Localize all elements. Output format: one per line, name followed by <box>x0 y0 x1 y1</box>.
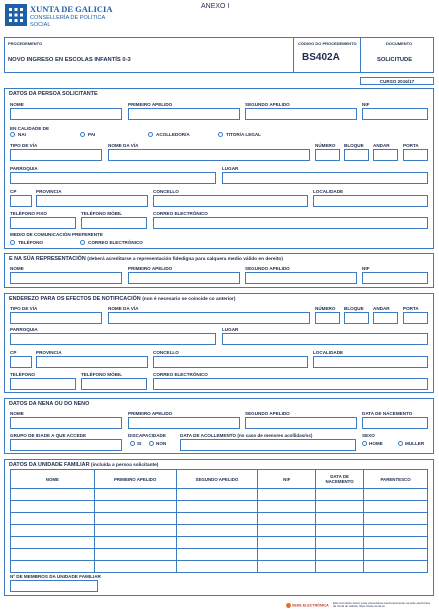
contact-radio-email[interactable] <box>80 240 85 245</box>
rep-surname2-label: SEGUNDO APELIDO <box>245 266 290 271</box>
rep-nif-label: NIF <box>362 266 370 271</box>
family-cell[interactable] <box>316 513 364 525</box>
document-label: DOCUMENTO <box>386 41 413 46</box>
contact-option-phone: TELÉFONO <box>18 240 44 245</box>
capacity-option-nai: NAI <box>18 132 26 137</box>
capacity-radio-titor[interactable] <box>218 132 223 137</box>
applicant-surname2-input[interactable] <box>245 108 357 120</box>
family-col-name: NOME <box>11 470 95 489</box>
notif-door-label: PORTA <box>403 306 419 311</box>
child-surname1-label: PRIMEIRO APELIDO <box>128 411 173 416</box>
course-badge: CURSO 2016/17 <box>360 77 434 85</box>
notif-door-input[interactable] <box>403 312 428 324</box>
family-col-birthdate: DATA DE NACEMENTO <box>316 470 364 489</box>
notif-street-type-label: TIPO DE VÍA <box>10 306 38 311</box>
applicant-nif-input[interactable] <box>362 108 428 120</box>
procedure-value: NOVO INGRESO EN ESCOLAS INFANTÍS 0-3 <box>8 57 131 63</box>
child-name-label: NOME <box>10 411 24 416</box>
family-cell[interactable] <box>258 561 316 573</box>
family-cell[interactable] <box>176 537 258 549</box>
family-cell[interactable] <box>258 489 316 501</box>
notif-council-label: CONCELLO <box>153 350 179 355</box>
document-value: SOLICITUDE <box>377 57 413 63</box>
family-cell[interactable] <box>316 489 364 501</box>
notif-place-label: LUGAR <box>222 327 239 332</box>
family-cell[interactable] <box>316 525 364 537</box>
family-cell[interactable] <box>11 513 95 525</box>
council-label: CONCELLO <box>153 189 179 194</box>
door-label: PORTA <box>403 143 419 148</box>
applicant-surname1-label: PRIMEIRO APELIDO <box>128 102 173 107</box>
family-cell[interactable] <box>11 561 95 573</box>
sede-icon <box>286 603 291 608</box>
child-birthdate-label: DATA DE NACEMENTO <box>362 411 413 416</box>
family-cell[interactable] <box>258 513 316 525</box>
xunta-emblem-icon <box>5 4 27 26</box>
age-group-input[interactable] <box>10 439 122 451</box>
child-name-input[interactable] <box>10 417 122 429</box>
rep-surname1-label: PRIMEIRO APELIDO <box>128 266 173 271</box>
door-input[interactable] <box>403 149 428 161</box>
family-cell[interactable] <box>94 489 176 501</box>
family-cell[interactable] <box>94 549 176 561</box>
procedure-code-label: CÓDIGO DO PROCEDEMENTO <box>298 41 357 46</box>
notif-floor-input[interactable] <box>373 312 398 324</box>
logo-title: XUNTA DE GALICIA <box>30 4 113 14</box>
family-cell[interactable] <box>364 537 428 549</box>
notif-street-type-input[interactable] <box>10 312 102 324</box>
family-cell[interactable] <box>176 513 258 525</box>
sex-radio-female[interactable] <box>398 441 403 446</box>
sex-option-female: MULLER <box>405 441 425 446</box>
notif-province-input[interactable] <box>36 356 148 368</box>
family-col-surname2: SEGUNDO APELIDO <box>176 470 258 489</box>
parish-label: PARROQUIA <box>10 166 38 171</box>
sex-label: SEXO <box>362 433 375 438</box>
family-cell[interactable] <box>11 549 95 561</box>
family-cell[interactable] <box>94 537 176 549</box>
notif-number-input[interactable] <box>315 312 340 324</box>
notif-place-input[interactable] <box>222 333 428 345</box>
contact-method-label: MEDIO DE COMUNICACIÓN PREFERENTE <box>10 232 103 237</box>
family-row <box>11 489 428 501</box>
mobile-input[interactable] <box>81 217 147 229</box>
disability-radio-yes[interactable] <box>130 441 135 446</box>
notif-locality-input[interactable] <box>313 356 428 368</box>
procedure-code: BS402A <box>302 52 340 63</box>
rep-nif-input[interactable] <box>362 272 428 284</box>
rep-name-input[interactable] <box>10 272 122 284</box>
family-cell[interactable] <box>176 501 258 513</box>
family-cell[interactable] <box>11 537 95 549</box>
family-cell[interactable] <box>364 513 428 525</box>
family-row <box>11 501 428 513</box>
email-label: CORREO ELECTRÓNICO <box>153 211 208 216</box>
family-cell[interactable] <box>364 501 428 513</box>
disability-label: DISCAPACIDADE <box>128 433 166 438</box>
notif-postcode-input[interactable] <box>10 356 32 368</box>
contact-option-email: CORREO ELECTRÓNICO <box>88 240 143 245</box>
applicant-section-title: DATOS DA PERSOA SOLICITANTE <box>9 91 98 97</box>
locality-input[interactable] <box>313 195 428 207</box>
capacity-option-acolledor: ACOLLEDOR/A <box>156 132 190 137</box>
notif-postcode-label: CP <box>10 350 17 355</box>
street-type-label: TIPO DE VÍA <box>10 143 38 148</box>
child-birthdate-input[interactable] <box>362 417 428 429</box>
applicant-surname1-input[interactable] <box>128 108 240 120</box>
family-cell[interactable] <box>364 549 428 561</box>
family-cell[interactable] <box>258 525 316 537</box>
block-input[interactable] <box>344 149 369 161</box>
postcode-label: CP <box>10 189 17 194</box>
family-cell[interactable] <box>176 549 258 561</box>
family-cell[interactable] <box>176 489 258 501</box>
procedure-box <box>4 37 434 73</box>
street-name-label: NOME DA VÍA <box>108 143 139 148</box>
family-cell[interactable] <box>11 501 95 513</box>
sex-radio-male[interactable] <box>362 441 367 446</box>
notif-number-label: NÚMERO <box>315 306 336 311</box>
notif-parish-input[interactable] <box>10 333 216 345</box>
mobile-label: TELÉFONO MÓBIL <box>81 211 123 216</box>
family-cell[interactable] <box>176 525 258 537</box>
contact-radio-phone[interactable] <box>10 240 15 245</box>
place-input[interactable] <box>222 172 428 184</box>
family-cell[interactable] <box>94 513 176 525</box>
rep-surname1-input[interactable] <box>128 272 240 284</box>
child-section-title: DATOS DA NENA OU DO NENO <box>9 401 90 407</box>
logo-department: CONSELLERÍA DE POLÍTICA <box>30 15 106 21</box>
place-label: LUGAR <box>222 166 239 171</box>
family-row <box>11 549 428 561</box>
family-cell[interactable] <box>316 537 364 549</box>
rep-name-label: NOME <box>10 266 24 271</box>
foster-date-input[interactable] <box>180 439 356 451</box>
procedure-label: PROCEDEMENTO <box>8 41 43 46</box>
family-section-title: DATOS DA UNIDADE FAMILIAR (incluída a persoa solicitante) <box>9 462 159 468</box>
floor-label: ANDAR <box>373 143 390 148</box>
family-cell[interactable] <box>11 525 95 537</box>
foster-date-label: DATA DE ACOLLEMENTO (no caso de menores acollidas/os) <box>180 433 313 438</box>
family-cell[interactable] <box>316 549 364 561</box>
family-col-nif: NIF <box>258 470 316 489</box>
family-cell[interactable] <box>316 561 364 573</box>
email-input[interactable] <box>153 217 428 229</box>
footer-note: Este formulario tamén pode presentarse electronicamente na sede electrónica da Xunta de Galicia: https://sede.xunta.es <box>333 601 431 609</box>
family-table <box>10 469 428 573</box>
notif-block-input[interactable] <box>344 312 369 324</box>
notif-email-input[interactable] <box>153 378 428 390</box>
family-cell[interactable] <box>94 501 176 513</box>
family-cell[interactable] <box>316 501 364 513</box>
family-cell[interactable] <box>258 549 316 561</box>
family-cell[interactable] <box>364 525 428 537</box>
street-type-input[interactable] <box>10 149 102 161</box>
notif-locality-label: LOCALIDADE <box>313 350 344 355</box>
postcode-input[interactable] <box>10 195 32 207</box>
disability-option-yes: SI <box>137 441 142 446</box>
members-count-input[interactable] <box>10 580 98 592</box>
sede-logo: SEDE ELECTRÓNICA <box>286 603 329 608</box>
phone-input[interactable] <box>10 217 76 229</box>
notif-street-name-input[interactable] <box>108 312 310 324</box>
family-cell[interactable] <box>94 561 176 573</box>
family-row <box>11 561 428 573</box>
province-input[interactable] <box>36 195 148 207</box>
applicant-surname2-label: SEGUNDO APELIDO <box>245 102 290 107</box>
notif-street-name-label: NOME DA VÍA <box>108 306 139 311</box>
capacity-radio-nai[interactable] <box>10 132 15 137</box>
family-cell[interactable] <box>11 489 95 501</box>
notif-council-input[interactable] <box>153 356 308 368</box>
age-group-label: GRUPO DE IDADE A QUE ACCEDE <box>10 433 87 438</box>
annex-title: ANEXO I <box>201 3 230 10</box>
family-cell[interactable] <box>364 561 428 573</box>
family-row <box>11 513 428 525</box>
notif-floor-label: ANDAR <box>373 306 390 311</box>
notification-section-title: ENDEREZO PARA OS EFECTOS DE NOTIFICACIÓN (non é necesario se coincide co anterior) <box>9 296 236 302</box>
council-input[interactable] <box>153 195 308 207</box>
family-row <box>11 537 428 549</box>
locality-label: LOCALIDADE <box>313 189 344 194</box>
street-name-input[interactable] <box>108 149 310 161</box>
notif-phone-input[interactable] <box>10 378 76 390</box>
notif-mobile-label: TELÉFONO MÓBIL <box>81 372 123 377</box>
notif-block-label: BLOQUE <box>344 306 364 311</box>
notif-parish-label: PARROQUIA <box>10 327 38 332</box>
family-cell[interactable] <box>258 537 316 549</box>
applicant-name-label: NOME <box>10 102 24 107</box>
notif-email-label: CORREO ELECTRÓNICO <box>153 372 208 377</box>
child-surname2-label: SEGUNDO APELIDO <box>245 411 290 416</box>
xunta-logo <box>5 4 27 26</box>
family-col-surname1: PRIMEIRO APELIDO <box>94 470 176 489</box>
block-label: BLOQUE <box>344 143 364 148</box>
family-cell[interactable] <box>94 525 176 537</box>
parish-input[interactable] <box>10 172 216 184</box>
capacity-option-titor: TITOR/A LEGAL <box>226 132 261 137</box>
capacity-radio-pai[interactable] <box>80 132 85 137</box>
family-cell[interactable] <box>258 501 316 513</box>
family-col-relationship: PARENTESCO <box>364 470 428 489</box>
family-row <box>11 525 428 537</box>
rep-surname2-input[interactable] <box>245 272 357 284</box>
child-surname1-input[interactable] <box>128 417 240 429</box>
notif-province-label: PROVINCIA <box>36 350 62 355</box>
street-number-input[interactable] <box>315 149 340 161</box>
applicant-nif-label: NIF <box>362 102 370 107</box>
child-surname2-input[interactable] <box>245 417 357 429</box>
street-number-label: NÚMERO <box>315 143 336 148</box>
logo-department-2: SOCIAL <box>30 22 51 28</box>
family-cell[interactable] <box>176 561 258 573</box>
disability-radio-no[interactable] <box>149 441 154 446</box>
family-cell[interactable] <box>364 489 428 501</box>
sex-option-male: HOME <box>369 441 383 446</box>
notif-mobile-input[interactable] <box>81 378 147 390</box>
capacity-radio-acolledor[interactable] <box>148 132 153 137</box>
capacity-option-pai: PAI <box>88 132 96 137</box>
applicant-name-input[interactable] <box>10 108 122 120</box>
representative-section-title: E NA SÚA REPRESENTACIÓN (deberá acreditarse a representación fidedigna para calquera medio válido en dereito) <box>9 256 283 262</box>
members-count-label: Nº DE MEMBROS DA UNIDADE FAMILIAR <box>10 574 101 579</box>
province-label: PROVINCIA <box>36 189 62 194</box>
phone-label: TELÉFONO FIXO <box>10 211 48 216</box>
notif-phone-label: TELÉFONO <box>10 372 36 377</box>
capacity-label: EN CALIDADE DE <box>10 126 50 131</box>
floor-input[interactable] <box>373 149 398 161</box>
disability-option-no: NON <box>156 441 167 446</box>
